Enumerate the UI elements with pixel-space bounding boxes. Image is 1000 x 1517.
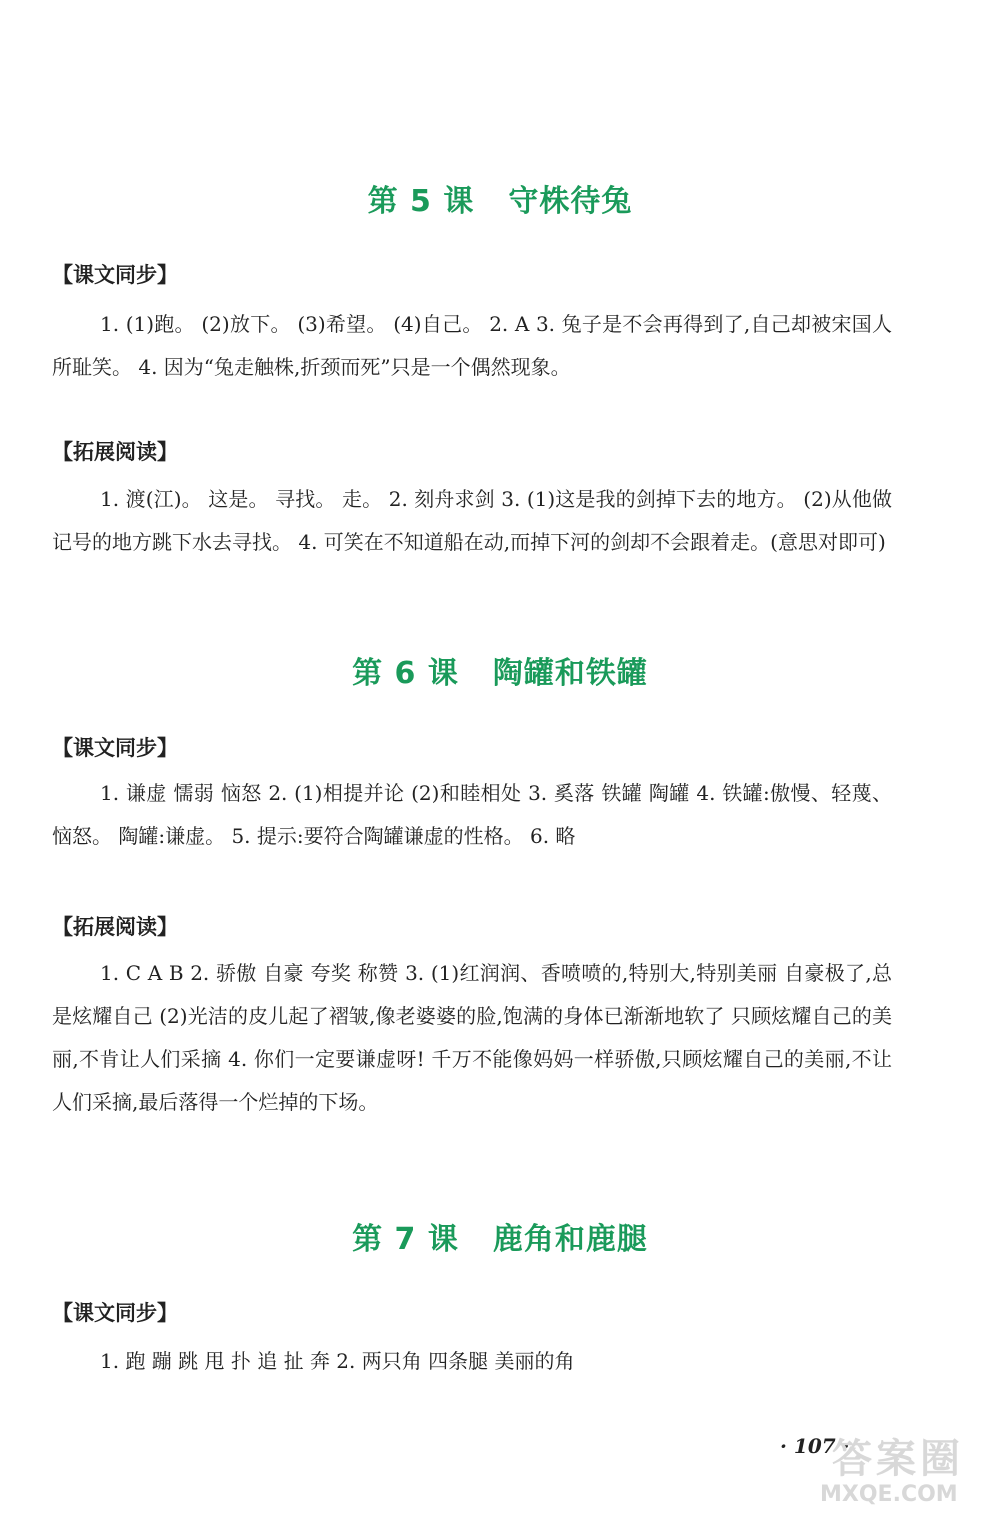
lesson-5-extended-answers: 1. 渡(江)。 这是。 寻找。 走。 2. 刻舟求剑 3. (1)这是我的剑掉下去的地方。 (2)从他做记号的地方跳下水去寻找。 4. 可笑在不知道船在动,而掉下河的剑却不会跟着走。(意思对即可) — [52, 487, 892, 554]
lesson-7-title — [0, 1214, 1000, 1258]
lesson-5-name: 守株待兔 — [508, 184, 633, 219]
lesson-5-title — [0, 176, 1000, 220]
lesson-7-number: 第 7 课 — [352, 1222, 459, 1257]
lesson-6-sync-answers: 1. 谦虚 懦弱 恼怒 2. (1)相提并论 (2)和睦相处 3. 奚落 铁罐 陶罐 4. 铁罐:傲慢、轻蔑、恼怒。 陶罐:谦虚。 5. 提示:要符合陶罐谦虚的性格。 6. 略 — [52, 781, 892, 848]
lesson-6-section-extended: 【拓展阅读】 — [52, 915, 178, 939]
watermark-top-text: 答案圈 — [832, 1436, 964, 1482]
lesson-7-sync-answers: 1. 跑 蹦 跳 甩 扑 追 扯 奔 2. 两只角 四条腿 美丽的角 — [100, 1349, 575, 1373]
lesson-7-section-sync: 【课文同步】 — [52, 1301, 178, 1325]
page-number: · 107 · — [780, 1434, 850, 1458]
lesson-6-extended-answers: 1. C A B 2. 骄傲 自豪 夸奖 称赞 3. (1)红润润、香喷喷的,特别大,特别美丽 自豪极了,总是炫耀自己 (2)光洁的皮儿起了褶皱,像老婆婆的脸,饱满的身体已渐渐地软了 只顾炫耀自己的美丽,不肯让人们采摘 4. 你们一定要谦虚呀! 千万不能像妈妈一样骄傲,只顾炫耀自己的美丽,不让人们采摘,最后落得一个烂掉的下场。 — [52, 961, 892, 1114]
lesson-6-name: 陶罐和铁罐 — [492, 656, 648, 691]
lesson-7-name: 鹿角和鹿腿 — [492, 1222, 648, 1257]
watermark-bottom-text: MXQE.COM — [820, 1482, 958, 1507]
lesson-6-number: 第 6 课 — [352, 656, 459, 691]
lesson-5-section-extended: 【拓展阅读】 — [52, 440, 178, 464]
lesson-5-section-sync: 【课文同步】 — [52, 263, 178, 287]
lesson-5-number: 第 5 课 — [367, 184, 475, 219]
lesson-6-title — [0, 648, 1000, 692]
watermark-logo — [812, 1436, 997, 1514]
lesson-5-sync-answers: 1. (1)跑。 (2)放下。 (3)希望。 (4)自己。 2. A 3. 兔子是不会再得到了,自己却被宋国人所耻笑。 4. 因为“兔走触株,折颈而死”只是一个偶然现象。 — [52, 312, 892, 379]
lesson-6-section-sync: 【课文同步】 — [52, 736, 178, 760]
